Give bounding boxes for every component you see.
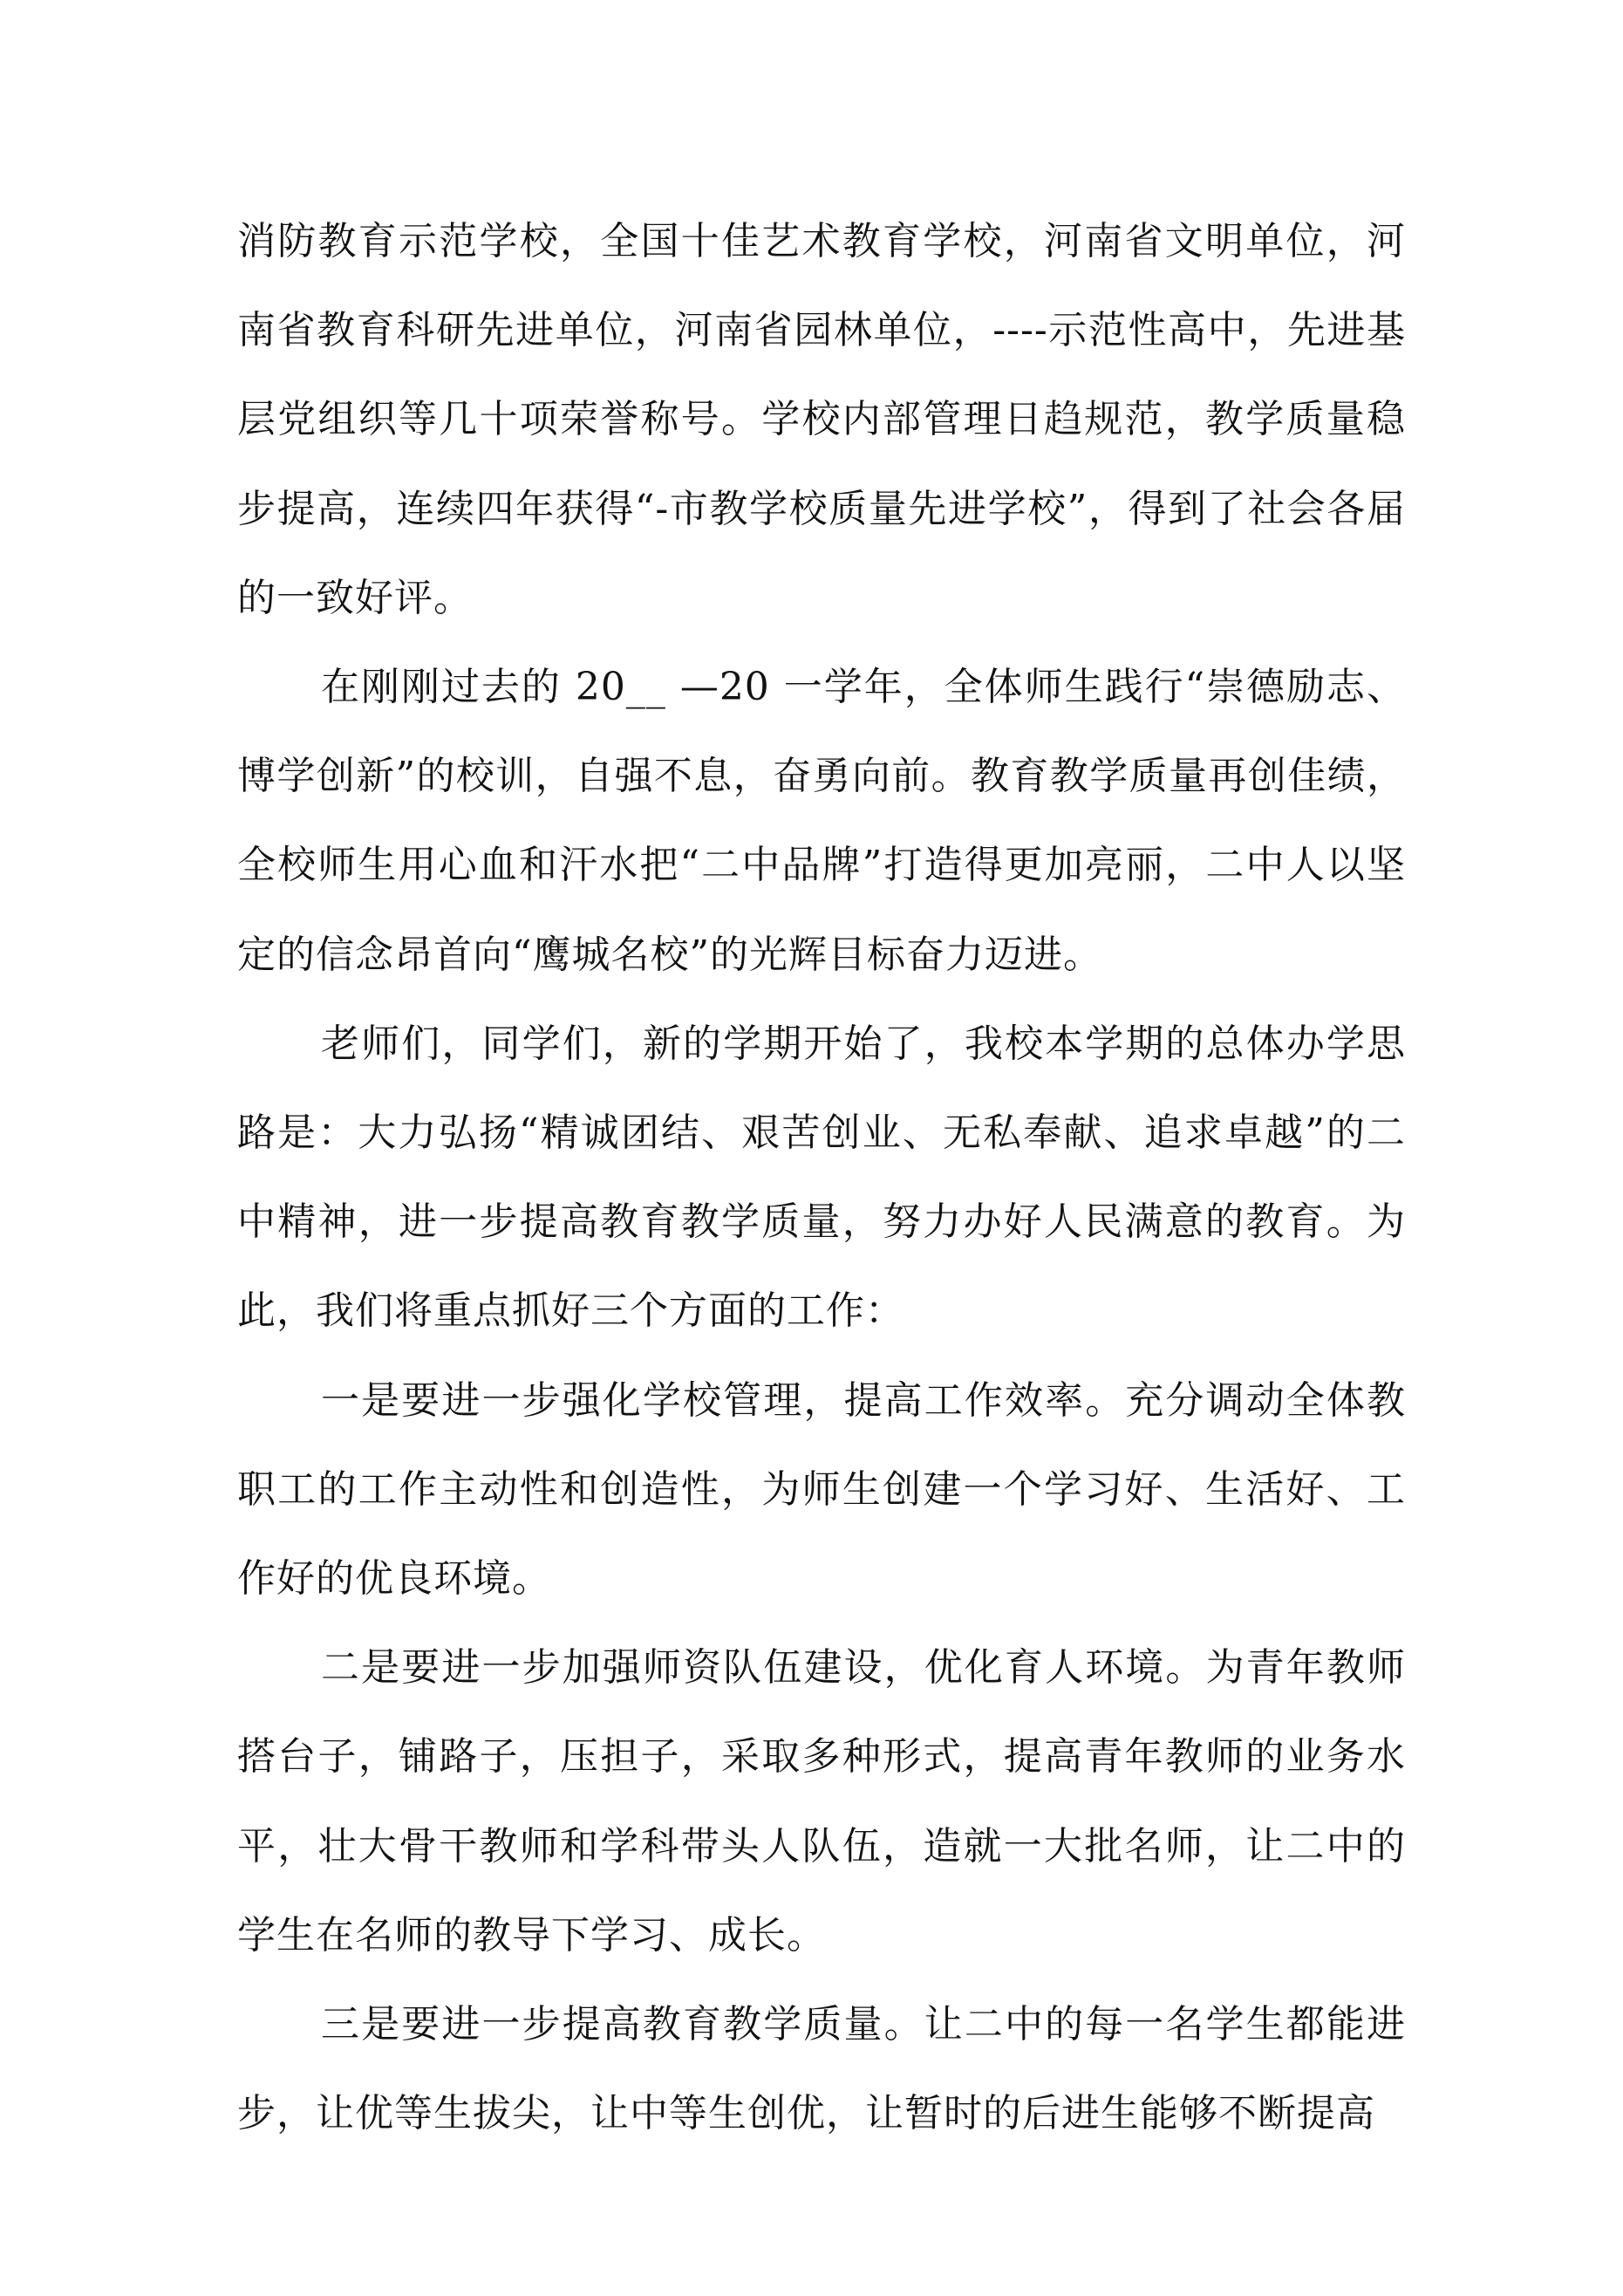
paragraph-2: 在刚刚过去的 20__ —20 一学年，全体师生践行“崇德励志、博学创新”的校训，自强不息，奋勇向前。教育教学质量再创佳绩，全校师生用心血和汗水把“二中品牌”打造得更加亮丽，二中人以坚定的信念昂首向“鹰城名校”的光辉目标奋力迈进。 [237, 665, 1406, 977]
paragraph-6: 三是要进一步提高教育教学质量。让二中的每一名学生都能进步，让优等生拔尖，让中等生创优，让暂时的后进生能够不断提高 [237, 2002, 1406, 2136]
paragraph-5: 二是要进一步加强师资队伍建设，优化育人环境。为青年教师搭台子，铺路子，压担子，采取多种形式，提高青年教师的业务水平，壮大骨干教师和学科带头人队伍，造就一大批名师，让二中的学生在名师的教导下学习、成长。 [237, 1645, 1406, 1958]
paragraph-1: 消防教育示范学校，全国十佳艺术教育学校，河南省文明单位，河南省教育科研先进单位，河南省园林单位，----示范性高中，先进基层党组织等几十项荣誉称号。学校内部管理日趋规范，教学质量稳步提高，连续四年获得“-市教学校质量先进学校”，得到了社会各届的一致好评。 [237, 219, 1406, 620]
paragraph-4: 一是要进一步强化学校管理，提高工作效率。充分调动全体教职工的工作主动性和创造性，为师生创建一个学习好、生活好、工作好的优良环境。 [237, 1377, 1406, 1602]
paragraph-3: 老师们，同学们，新的学期开始了，我校本学期的总体办学思路是：大力弘扬“精诚团结、艰苦创业、无私奉献、追求卓越”的二中精神，进一步提高教育教学质量，努力办好人民满意的教育。为此，我们将重点抓好三个方面的工作： [237, 1021, 1406, 1334]
document-body [237, 197, 1406, 2158]
